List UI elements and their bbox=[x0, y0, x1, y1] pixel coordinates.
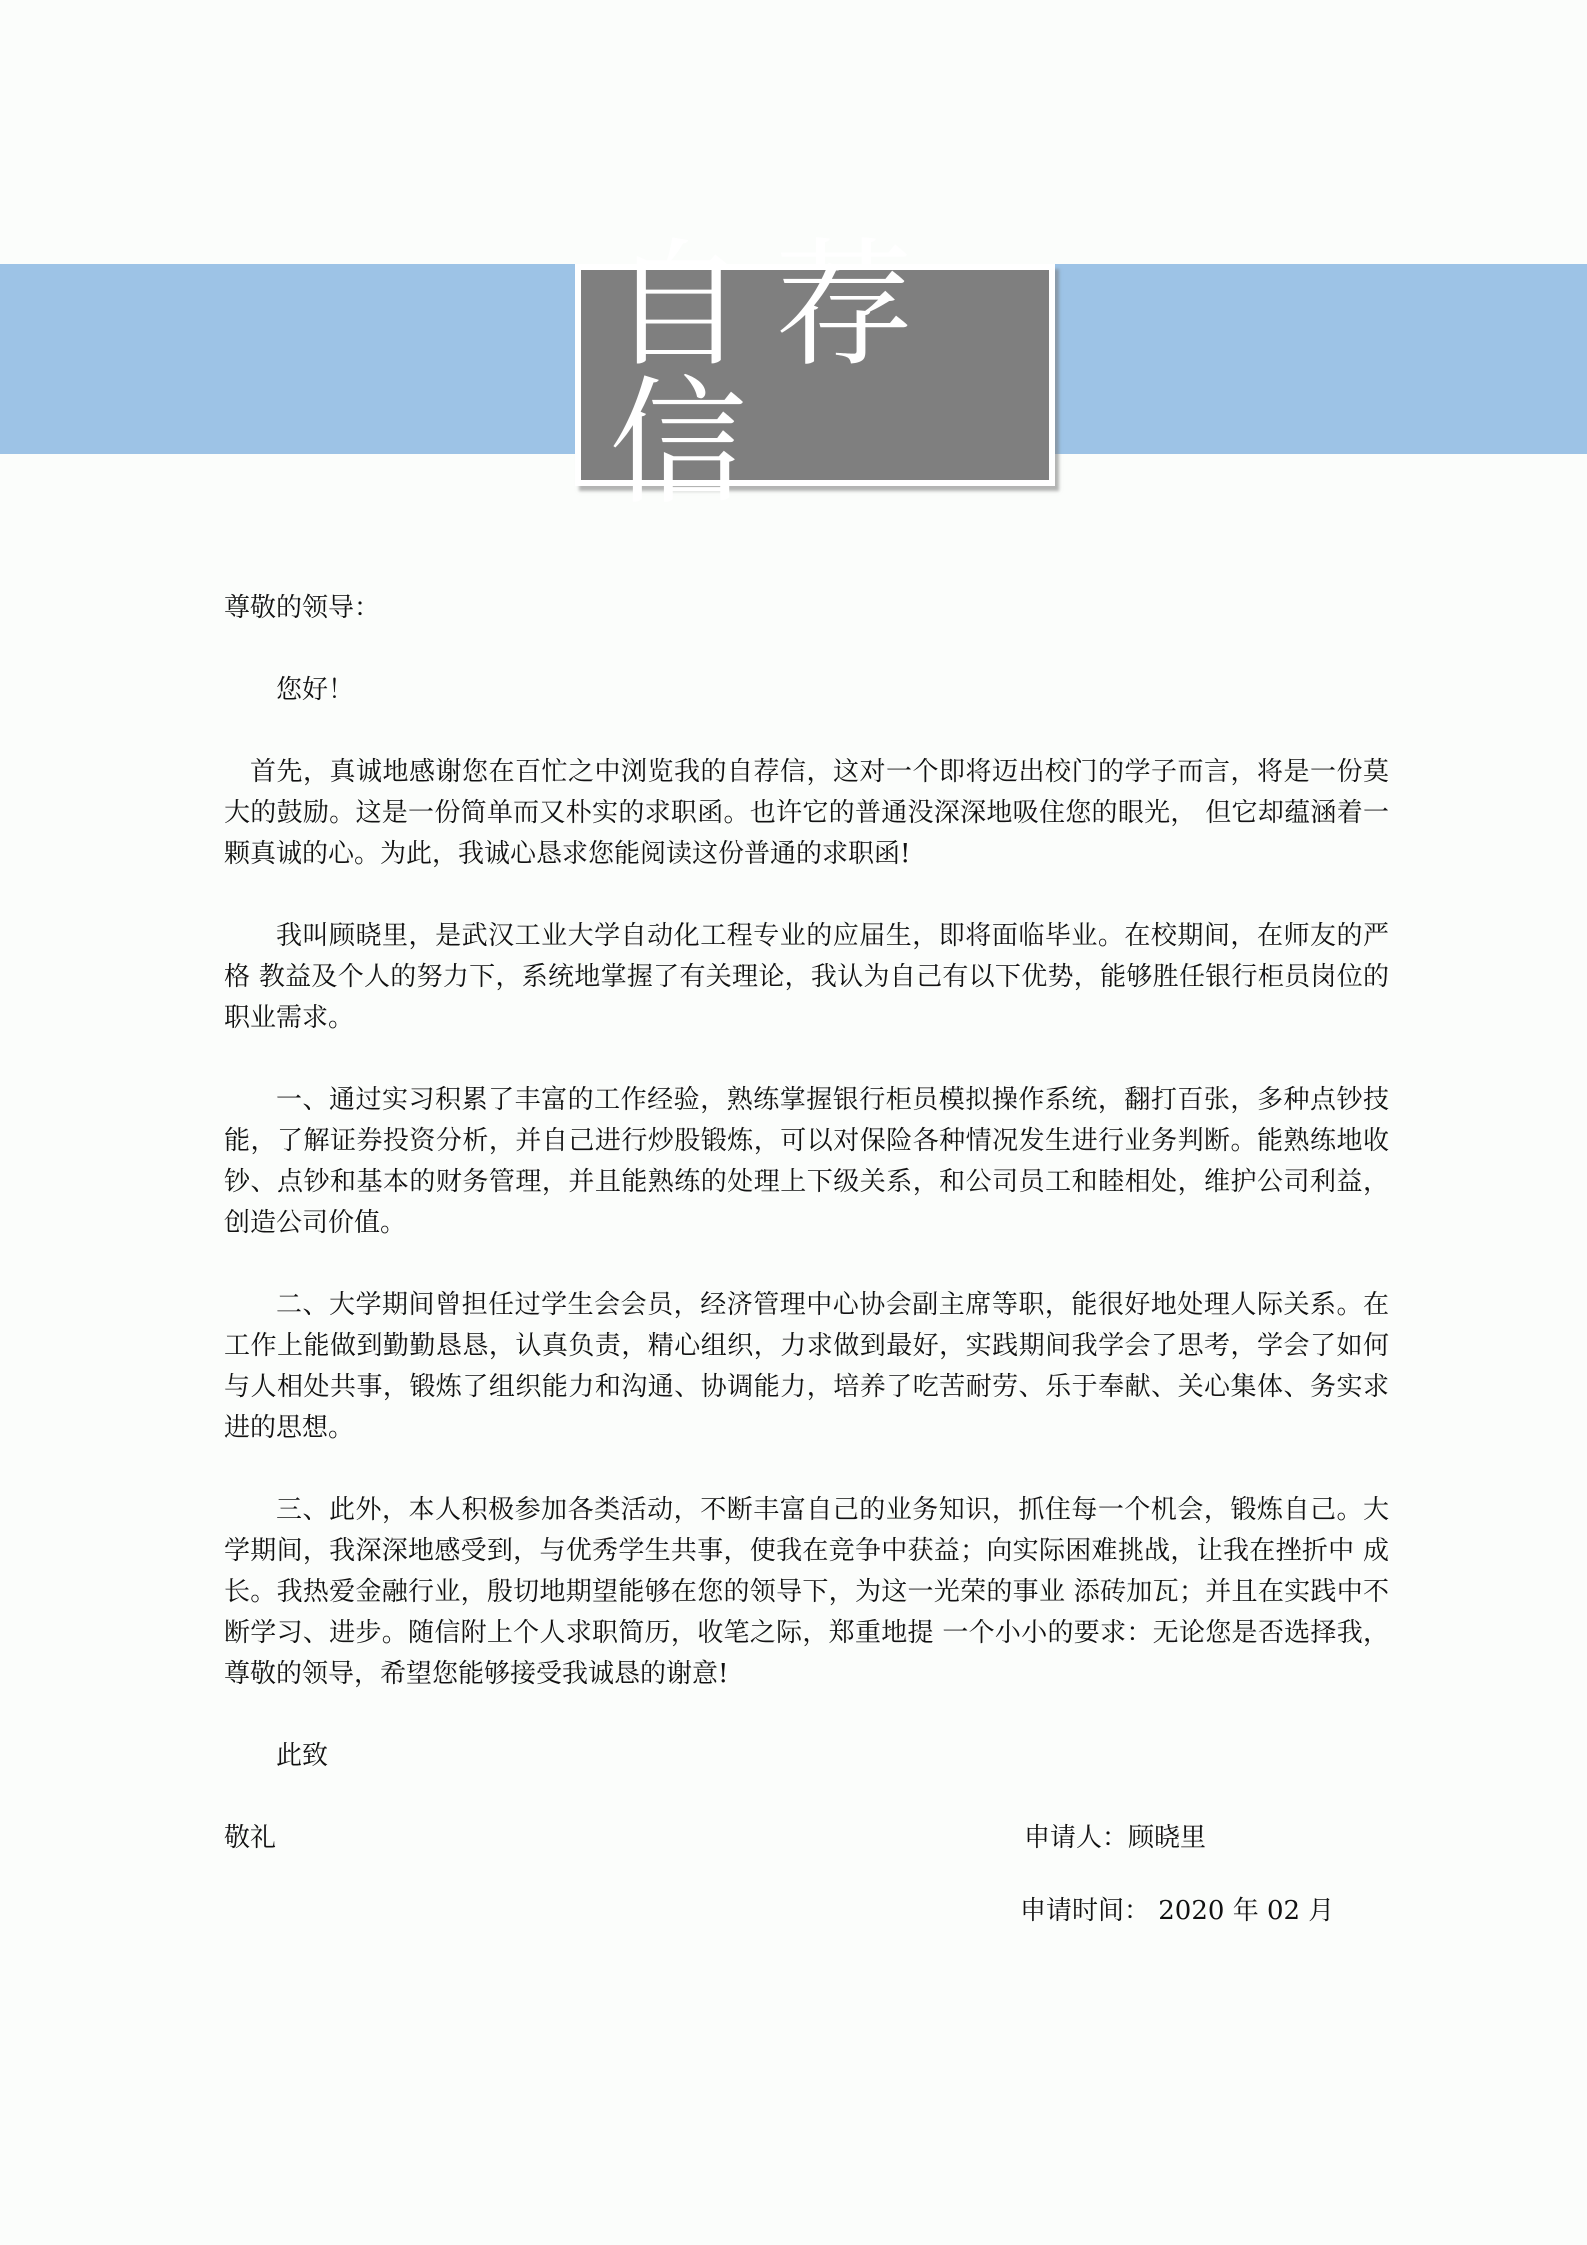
page-title: 自荐信 bbox=[609, 225, 942, 524]
paragraph-intro: 首先，真诚地感谢您在百忙之中浏览我的自荐信，这对一个即将迈出校门的学子而言，将是一份莫大的鼓励。这是一份简单而又朴实的求职函。也许它的普通没深深地吸住您的眼光， 但它却蕴涵着一颗真诚的心。为此，我诚心恳求您能阅读这份普通的求职函! bbox=[224, 757, 1389, 869]
paragraph-point-3: 三、此外，本人积极参加各类活动，不断丰富自己的业务知识，抓住每一个机会，锻炼自己。大学期间，我深深地感受到，与优秀学生共事，使我在竞争中获益；向实际困难挑战，让我在挫折中 成长。我热爱金融行业，殷切地期望能够在您的领导下，为这一光荣的事业 添砖加瓦；并且在实践中不断学习、进步。随信附上个人求职简历，收笔之际，郑重地提 一个小小的要求：无论您是否选择我，尊敬的领导，希望您能够接受我诚恳的谢意! bbox=[224, 1495, 1389, 1689]
application-date: 申请时间： 2020 年 02 月 bbox=[1020, 1896, 1335, 1926]
salutation: 尊敬的领导： bbox=[224, 593, 381, 623]
paragraph-point-2: 二、大学期间曾担任过学生会会员，经济管理中心协会副主席等职，能很好地处理人际关系。在工作上能做到勤勤恳恳，认真负责，精心组织，力求做到最好，实践期间我学会了思考，学会了如何与人相处共事，锻炼了组织能力和沟通、协调能力，培养了吃苦耐劳、乐于奉献、关心集体、务实求进的思想。 bbox=[224, 1290, 1389, 1443]
paragraph-point-1: 一、通过实习积累了丰富的工作经验，熟练掌握银行柜员模拟操作系统，翻打百张，多种点钞技能，了解证券投资分析，并自己进行炒股锻炼，可以对保险各种情况发生进行业务判断。能熟练地收钞、点钞和基本的财务管理，并且能熟练的处理上下级关系，和公司员工和睦相处，维护公司利益，创造公司价值。 bbox=[224, 1085, 1389, 1238]
closing-line-1: 此致 bbox=[276, 1741, 329, 1771]
applicant-name: 申请人：顾晓里 bbox=[1024, 1823, 1207, 1853]
greeting: 您好！ bbox=[276, 675, 355, 705]
paragraph-self-intro: 我叫顾晓里，是武汉工业大学自动化工程专业的应届生，即将面临毕业。在校期间，在师友的严格 教益及个人的努力下，系统地掌握了有关理论，我认为自己有以下优势，能够胜任银行柜员岗位的职业需求。 bbox=[224, 921, 1389, 1033]
title-box bbox=[575, 225, 1055, 524]
closing-line-2: 敬礼 bbox=[224, 1823, 277, 1853]
letter-body bbox=[224, 588, 1389, 1932]
